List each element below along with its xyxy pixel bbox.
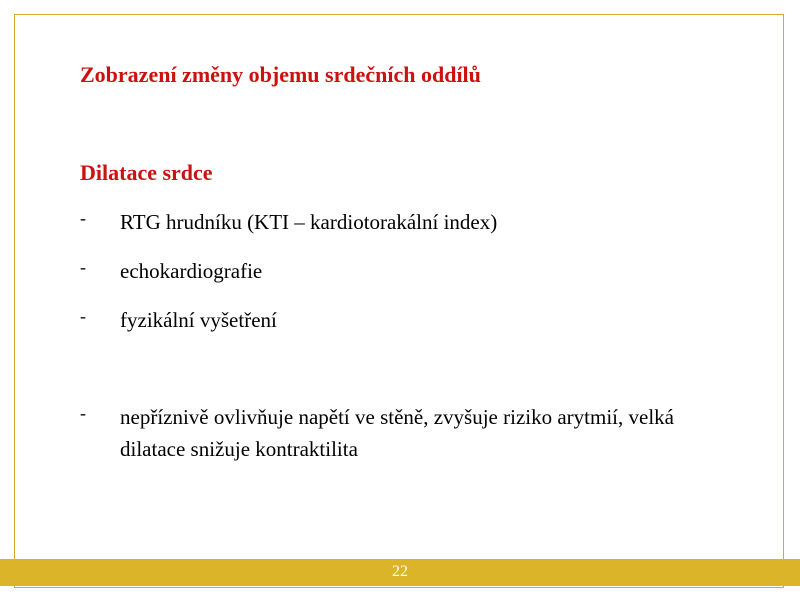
bullet-text: echokardiografie (120, 259, 263, 283)
slide-frame (14, 14, 784, 588)
bullet-item-echo (80, 255, 700, 287)
bullet-marker: - (80, 403, 86, 423)
bullet-item-rtg (80, 206, 700, 238)
slide-title: Zobrazení změny objemu srdečních oddílů (80, 62, 481, 87)
bullet-text: RTG hrudníku (KTI – kardiotorakální index) (120, 210, 498, 234)
bullet-text: nepříznivě ovlivňuje napětí ve stěně, zvyšuje riziko arytmií, velká dilatace snižuje kontraktilita (120, 405, 674, 461)
bullet-text: fyzikální vyšetření (120, 308, 277, 332)
section-heading: Dilatace srdce (80, 160, 213, 185)
bullet-marker: - (80, 208, 86, 228)
page-number: 22 (392, 563, 408, 580)
bullet-item-physical (80, 304, 700, 336)
bullet-marker: - (80, 306, 86, 326)
bullet-marker: - (80, 257, 86, 277)
bullet-item-dilatation-effect (80, 401, 700, 465)
